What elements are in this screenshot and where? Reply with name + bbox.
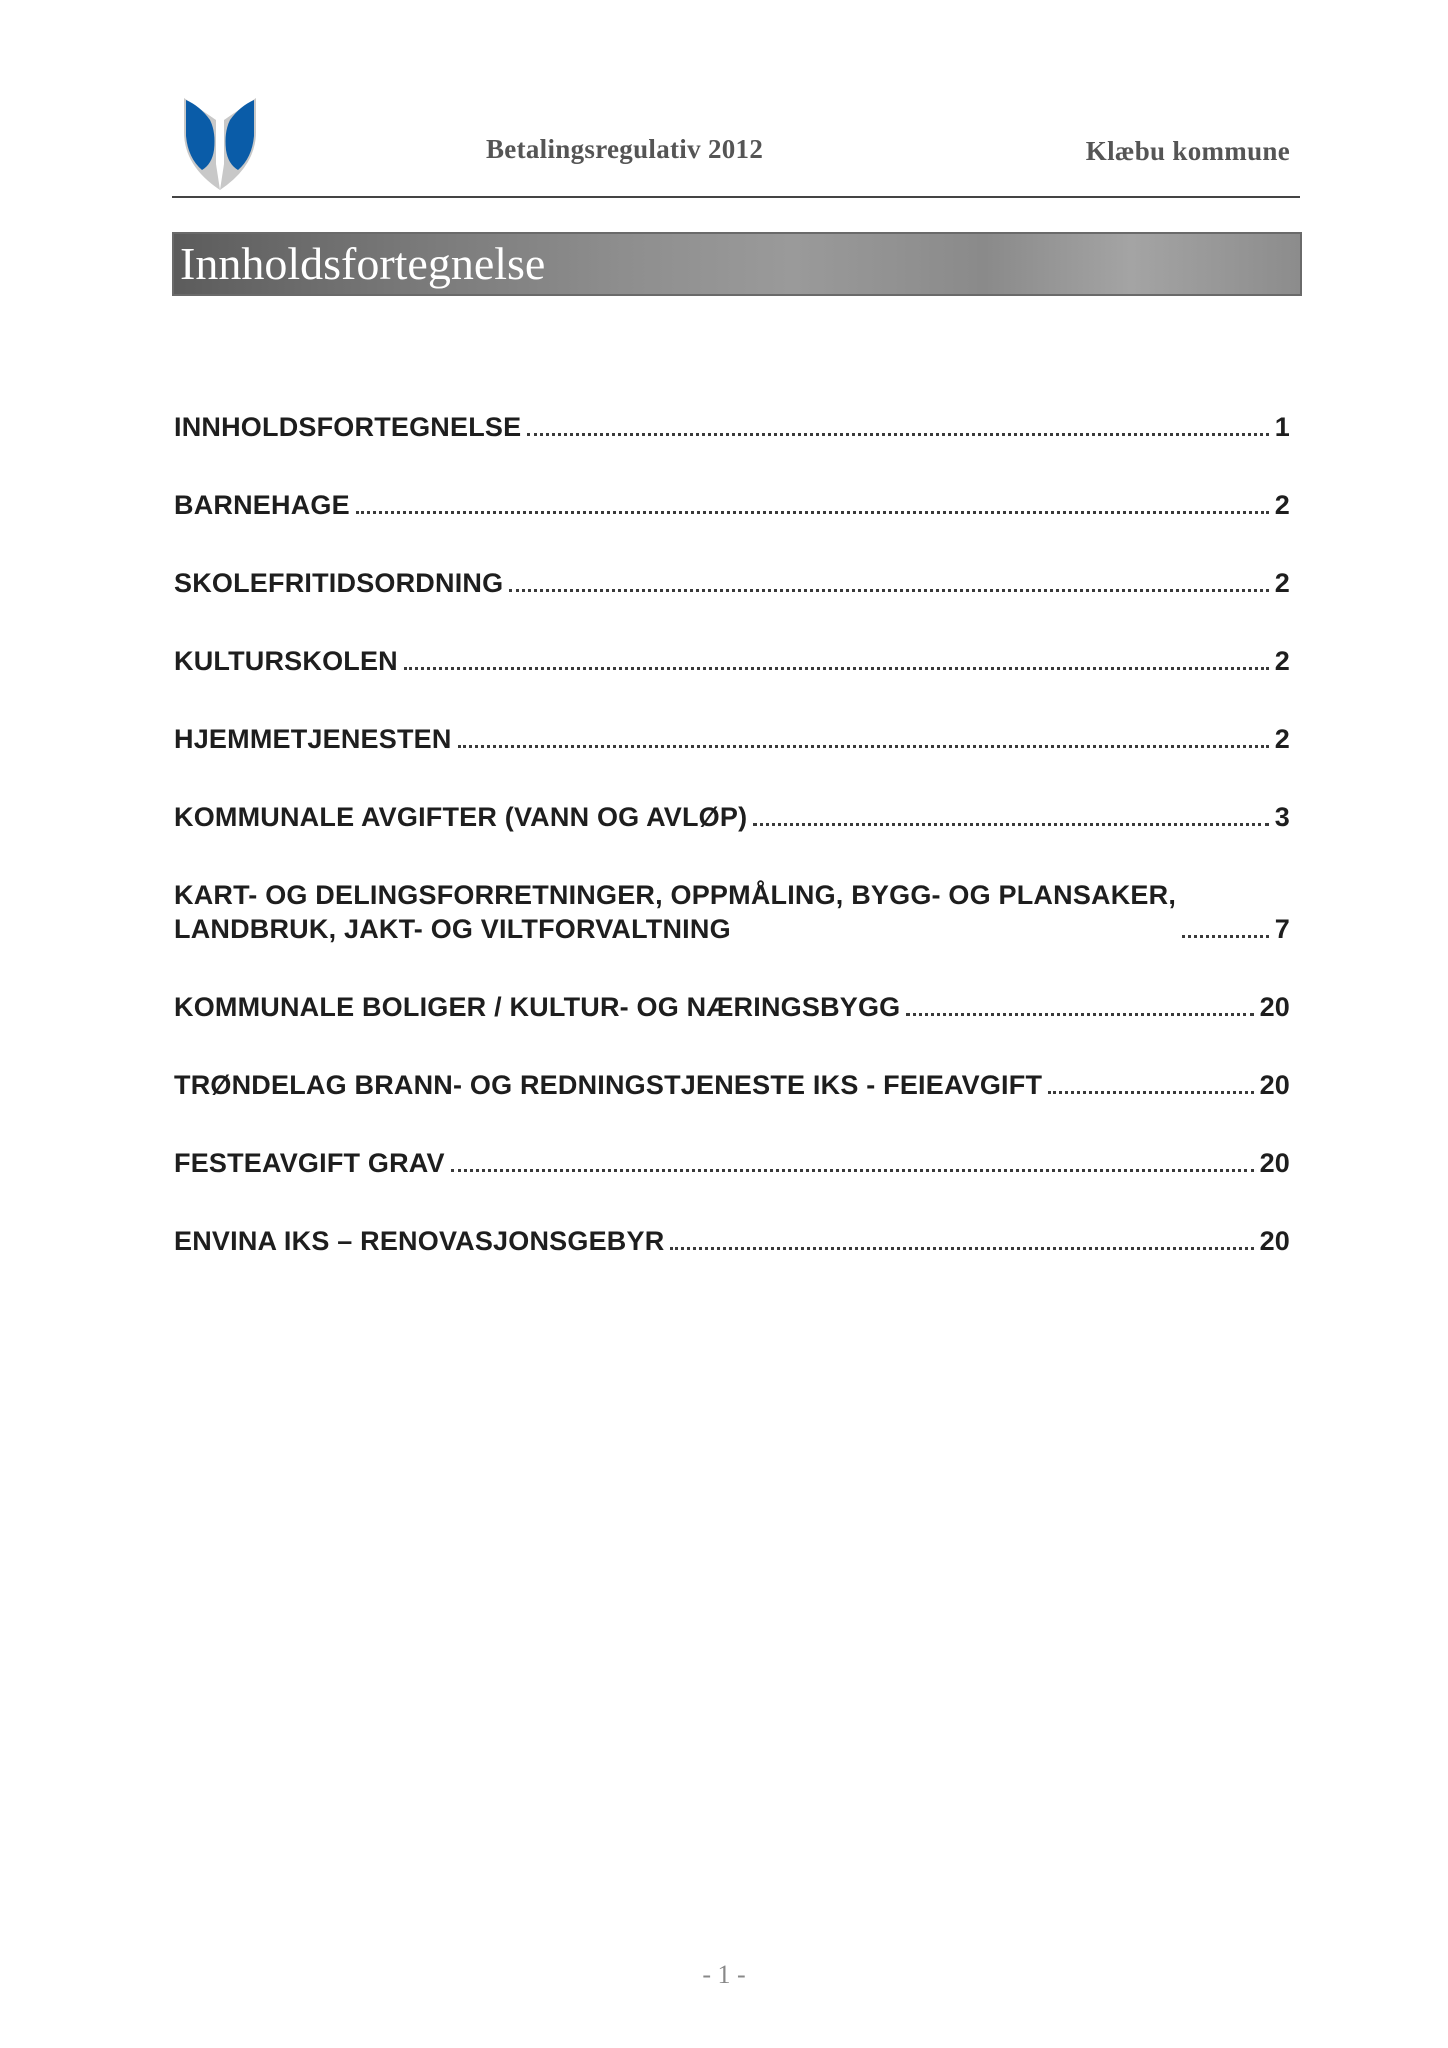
toc-entry[interactable] <box>174 1180 1290 1258</box>
toc-entry-text: BARNEHAGE <box>174 490 350 520</box>
document-title: Betalingsregulativ 2012 <box>486 134 764 164</box>
toc-entry[interactable] <box>174 756 1290 834</box>
toc-leader <box>404 667 1269 670</box>
toc-entry[interactable] <box>174 678 1290 756</box>
toc-entry-page: 1 <box>1274 412 1290 442</box>
toc-entry-text: KART- OG DELINGSFORRETNINGER, OPPMÅLING, BYGG- OG PLANSAKER, LANDBRUK, JAKT- OG VILTFORVALTNING <box>174 880 1177 944</box>
table-of-contents <box>174 366 1290 1258</box>
toc-entry-page: 2 <box>1274 490 1290 520</box>
toc-leader <box>451 1169 1254 1172</box>
toc-entry-page: 2 <box>1274 568 1290 598</box>
toc-entry-page: 7 <box>1274 914 1290 944</box>
toc-entry-text: SKOLEFRITIDSORDNING <box>174 568 504 598</box>
toc-entry[interactable] <box>174 946 1290 1024</box>
header-divider <box>172 196 1300 198</box>
toc-entry[interactable] <box>174 522 1290 600</box>
toc-entry-page: 3 <box>1274 802 1290 832</box>
toc-entry[interactable] <box>174 366 1290 444</box>
toc-entry[interactable] <box>174 834 1290 946</box>
banner-title: Innholdsfortegnelse <box>180 238 546 289</box>
toc-entry[interactable] <box>174 600 1290 678</box>
page-number: - 1 - <box>702 1960 746 1989</box>
toc-leader <box>1182 935 1269 938</box>
toc-entry-page: 2 <box>1274 724 1290 754</box>
toc-entry-page: 2 <box>1274 646 1290 676</box>
toc-entry-text: INNHOLDSFORTEGNELSE <box>174 412 522 442</box>
toc-entry-text: HJEMMETJENESTEN <box>174 724 452 754</box>
toc-entry-text: ENVINA IKS – RENOVASJONSGEBYR <box>174 1226 665 1256</box>
toc-entry[interactable] <box>174 1102 1290 1180</box>
toc-entry-page: 20 <box>1259 1070 1290 1100</box>
toc-entry[interactable] <box>174 1024 1290 1102</box>
toc-leader <box>753 823 1269 826</box>
toc-leader <box>670 1247 1253 1250</box>
toc-entry-text: KULTURSKOLEN <box>174 646 398 676</box>
coat-of-arms-icon <box>180 92 260 192</box>
toc-leader <box>527 433 1268 436</box>
municipality-name: Klæbu kommune <box>1085 136 1290 166</box>
toc-entry-page: 20 <box>1259 1226 1290 1256</box>
toc-entry-text: KOMMUNALE AVGIFTER (VANN OG AVLØP) <box>174 802 748 832</box>
toc-entry-page: 20 <box>1259 1148 1290 1178</box>
toc-leader <box>906 1013 1253 1016</box>
toc-leader <box>1048 1091 1253 1094</box>
toc-entry-text: FESTEAVGIFT GRAV <box>174 1148 445 1178</box>
toc-entry-page: 20 <box>1259 992 1290 1022</box>
toc-leader <box>356 511 1269 514</box>
toc-leader <box>509 589 1268 592</box>
toc-entry-text: KOMMUNALE BOLIGER / KULTUR- OG NÆRINGSBYGG <box>174 992 901 1022</box>
toc-leader <box>458 745 1269 748</box>
toc-entry[interactable] <box>174 444 1290 522</box>
toc-entry-text: TRØNDELAG BRANN- OG REDNINGSTJENESTE IKS - FEIEAVGIFT <box>174 1070 1043 1100</box>
section-banner <box>172 232 1302 296</box>
